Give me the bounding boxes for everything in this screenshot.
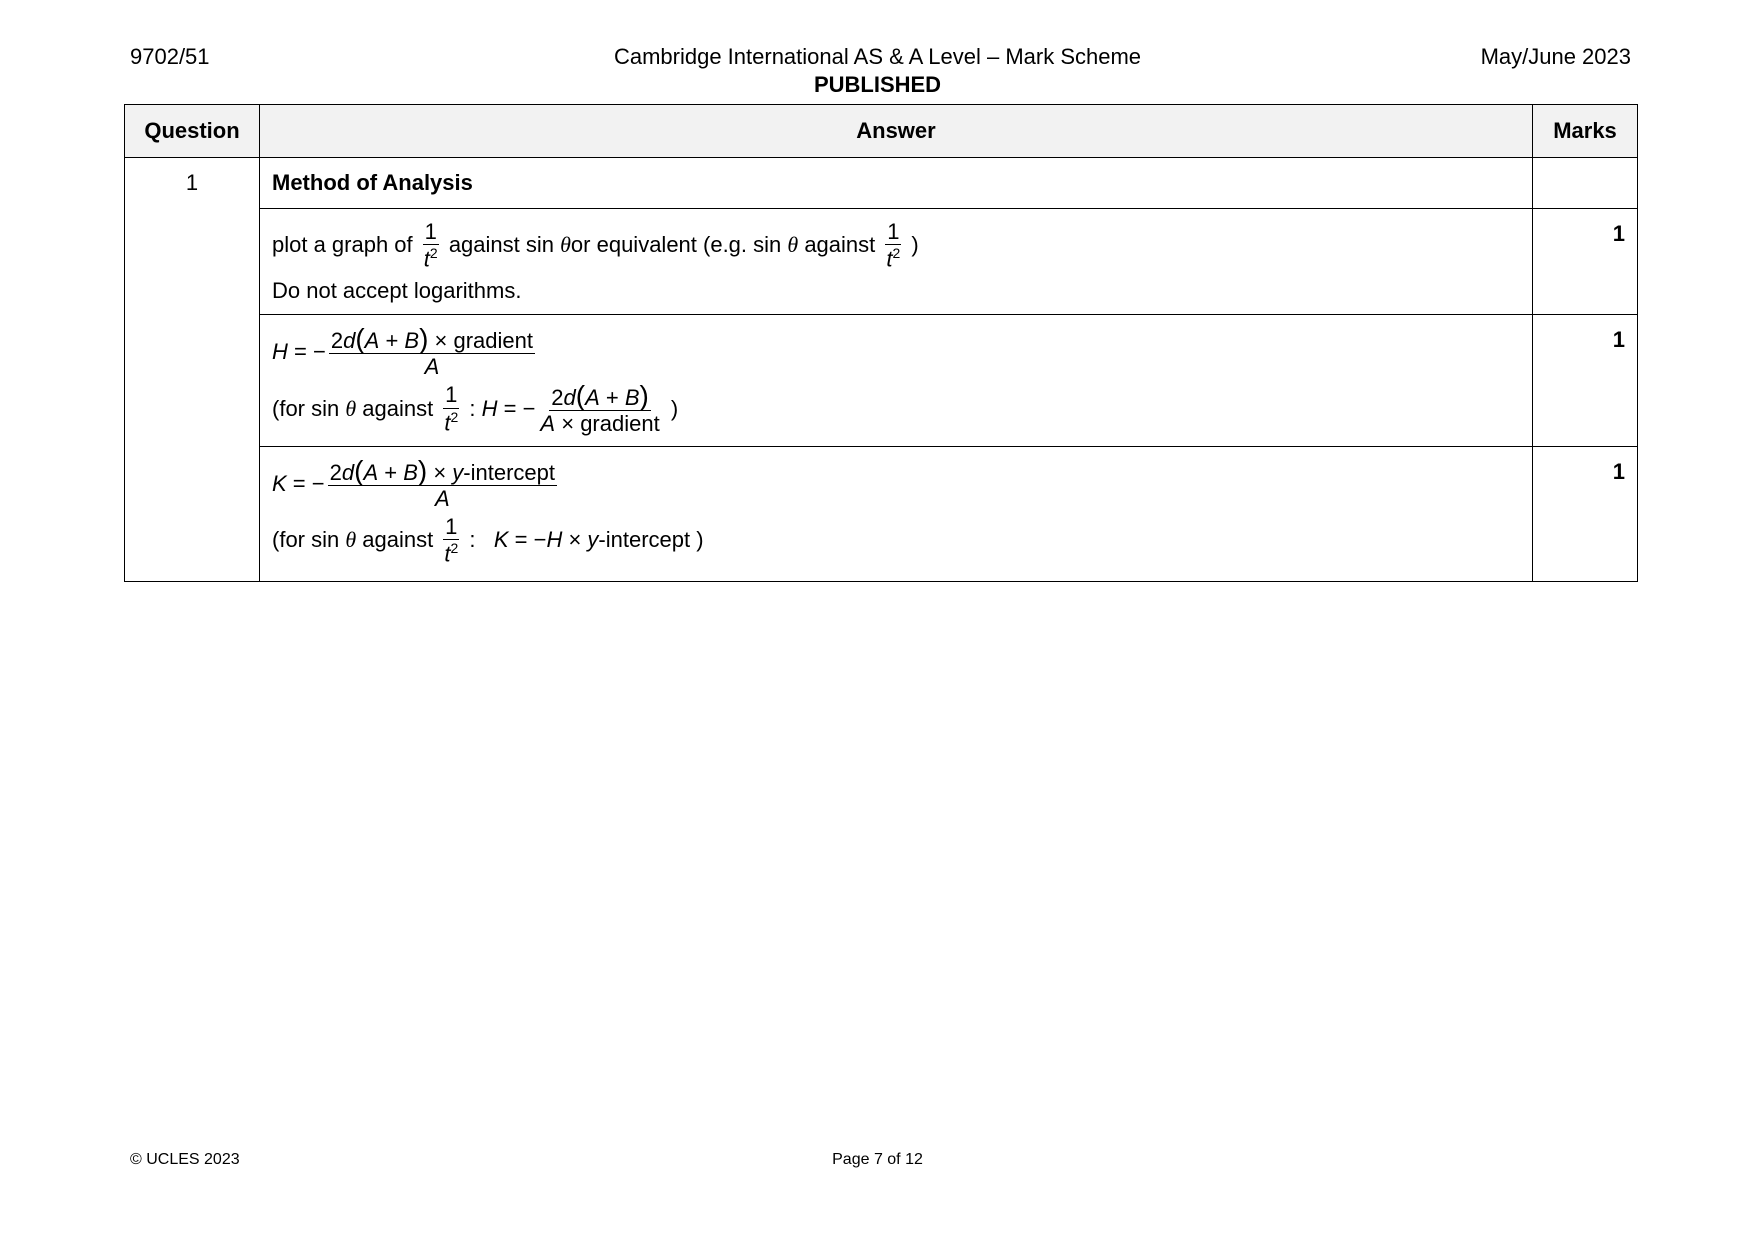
numerator: 1 [445,382,458,408]
paren: ( [575,379,586,411]
numerator: 1 [887,219,900,244]
text: 2 [329,460,342,486]
answer-plot [260,209,1533,315]
note-no-logs: Do not accept logarithms. [272,277,522,303]
var-d: d [563,384,576,410]
text: 2 [551,384,564,410]
table-row [125,158,1638,209]
theta-symbol: θ [787,232,799,258]
published-label: PUBLISHED [813,72,942,97]
var-d: d [343,327,356,353]
denominator [442,540,460,567]
equation-K [272,457,1520,512]
table-row [125,209,1638,315]
text: against sin [442,232,561,258]
var-A: A [540,410,556,436]
text: -intercept [463,460,556,486]
var-A: A [364,327,380,353]
text: × [428,327,454,353]
equation-H-alt [272,379,1520,437]
numerator: 1 [424,219,437,244]
var-B: B [404,327,420,353]
theta-symbol: θ [345,527,357,553]
var-t: t [444,541,451,567]
numerator [549,379,651,411]
var-A: A [585,384,600,410]
text: ) [690,527,704,553]
text: against [798,232,882,258]
mark-value: 1 [1533,314,1638,446]
fraction-one-over-t-squared [422,219,440,272]
text: against [356,395,440,421]
paren: ( [354,455,364,487]
text: × [555,410,581,436]
text: = − [287,339,326,365]
exponent: 2 [892,245,901,262]
var-A: A [363,460,379,486]
paren: ) [417,455,428,487]
fraction-H [329,322,535,380]
text: + [599,384,625,410]
exponent: 2 [429,245,438,262]
mark-scheme-table [124,104,1638,582]
var-t: t [444,409,451,435]
text: or equivalent (e.g. sin [570,232,788,258]
text: × [562,527,588,553]
section-title: Method of Analysis [260,158,1533,209]
fraction-one-over-t-squared [884,219,902,272]
text: + [379,327,405,353]
table-row [125,314,1638,446]
header-marks: Marks [1533,105,1638,158]
paren: ) [419,322,429,354]
text: -intercept [598,527,691,553]
exponent: 2 [450,408,459,425]
table-header-row [125,105,1638,158]
copyright: © UCLES 2023 [130,1151,240,1168]
text: plot a graph of [272,232,419,258]
question-number: 1 [125,158,260,582]
denominator [433,486,452,511]
denominator [442,409,460,436]
header-answer: Answer [260,105,1533,158]
text: ) [905,232,919,258]
text: = − [508,527,547,553]
text: = − [497,395,536,421]
var-t: t [423,246,430,272]
text: (for sin [272,527,346,553]
plot-line [272,219,1520,272]
text: (for sin [272,395,346,421]
answer-K [260,447,1533,582]
fraction-one-over-t-squared [442,514,460,567]
marks-empty [1533,158,1638,209]
mark-value: 1 [1533,447,1638,582]
paper-code: 9702/51 [130,44,210,69]
equation-K-alt [272,514,1520,567]
paren: ) [639,379,649,411]
var-H: H [272,339,288,365]
var-K: K [272,471,287,497]
answer-H [260,314,1533,446]
var-H: H [481,395,498,421]
var-d: d [341,460,355,486]
numerator [329,322,535,354]
text: gradient [453,327,534,353]
var-A: A [424,354,440,380]
text: gradient [580,410,660,436]
var-B: B [403,460,418,486]
text: = − [286,471,325,497]
fraction-K [328,457,557,512]
denominator [884,245,902,272]
var-H: H [546,527,563,553]
text: × [427,460,453,486]
text: against [356,527,440,553]
text: : [463,395,482,421]
text: ) [664,395,679,421]
numerator: 1 [445,513,458,539]
var-K: K [493,527,509,553]
theta-symbol: θ [345,395,357,421]
text: 2 [330,327,344,353]
header-question: Question [125,105,260,158]
text: + [378,460,404,486]
mark-value: 1 [1533,209,1638,315]
numerator [328,457,557,486]
var-B: B [624,384,640,410]
var-y: y [587,527,599,553]
text: : [463,527,494,553]
table-row [125,447,1638,582]
fraction-H-alt [538,379,661,437]
var-y: y [452,460,464,486]
paren: ( [355,322,365,354]
document-title: Cambridge International AS & A Level – Mark Scheme [613,44,1142,69]
var-A: A [434,486,450,512]
denominator [423,354,442,379]
denominator [422,245,440,272]
page-number: Page 7 of 12 [832,1151,923,1168]
exponent: 2 [450,540,459,556]
equation-H [272,322,1520,380]
denominator [538,411,661,436]
var-t: t [886,246,893,272]
theta-symbol: θ [560,232,571,258]
exam-session: May/June 2023 [1480,44,1631,69]
fraction-one-over-t-squared [442,382,460,435]
